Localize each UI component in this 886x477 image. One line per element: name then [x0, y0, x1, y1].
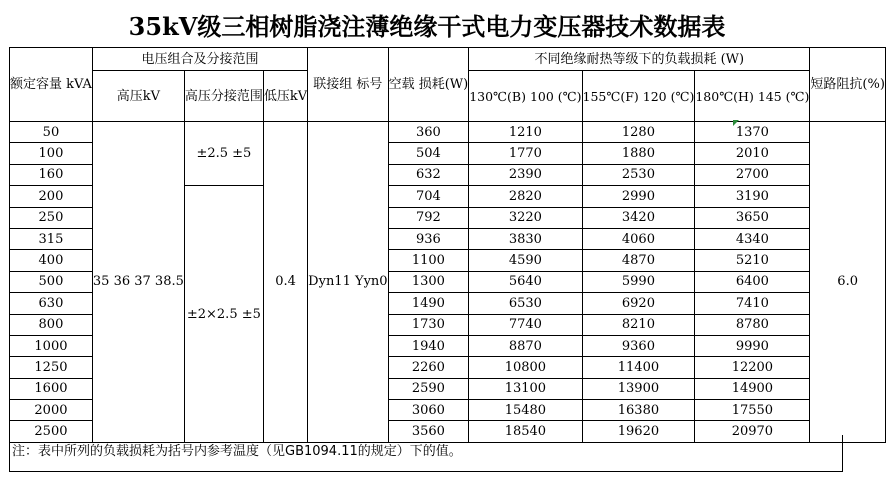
cell-load-loss-b: 4590: [469, 250, 582, 271]
header-tap-range: 高压分接范围: [184, 71, 263, 122]
cell-capacity: 1250: [10, 357, 93, 378]
header-load-loss-group: 不同绝缘耐热等级下的负载损耗 (W): [469, 48, 810, 71]
header-capacity: 额定容量 kVA: [10, 48, 93, 122]
cell-load-loss-f: 1280: [582, 122, 695, 143]
cell-load-loss-h: 7410: [695, 293, 810, 314]
cell-load-loss-f: 2990: [582, 186, 695, 207]
cell-capacity: 1600: [10, 378, 93, 399]
header-no-load-loss: 空载 损耗(W): [388, 48, 469, 122]
header-voltage-group: 电压组合及分接范围: [92, 48, 307, 71]
cell-load-loss-h: 12200: [695, 357, 810, 378]
cell-load-loss-f: 19620: [582, 421, 695, 442]
cell-capacity: 500: [10, 271, 93, 292]
cell-load-loss-f: 16380: [582, 400, 695, 421]
cell-capacity: 160: [10, 164, 93, 185]
cell-load-loss-f: 4870: [582, 250, 695, 271]
cell-load-loss-f: 3420: [582, 207, 695, 228]
header-lv: 低压kV: [263, 71, 307, 122]
cell-no-load-loss: 1490: [388, 293, 469, 314]
header-class-h: 180℃(H) 145 (℃): [695, 71, 810, 122]
cell-load-loss-b: 5640: [469, 271, 582, 292]
cell-capacity: 800: [10, 314, 93, 335]
cell-load-loss-b: 13100: [469, 378, 582, 399]
cell-load-loss-h: 5210: [695, 250, 810, 271]
cell-capacity: 2500: [10, 421, 93, 442]
cell-load-loss-h: 2700: [695, 164, 810, 185]
cell-load-loss-b: 1210: [469, 122, 582, 143]
cell-no-load-loss: 360: [388, 122, 469, 143]
cell-load-loss-b: 3220: [469, 207, 582, 228]
cell-load-loss-f: 4060: [582, 228, 695, 249]
cell-load-loss-b: 15480: [469, 400, 582, 421]
cell-load-loss-b: 10800: [469, 357, 582, 378]
cell-lv: 0.4: [263, 122, 307, 443]
cell-load-loss-h: 3190: [695, 186, 810, 207]
table-row: [10, 122, 886, 143]
cell-no-load-loss: 3560: [388, 421, 469, 442]
cell-load-loss-h: 17550: [695, 400, 810, 421]
cell-load-loss-h: 8780: [695, 314, 810, 335]
cell-load-loss-b: 1770: [469, 143, 582, 164]
cell-capacity: 400: [10, 250, 93, 271]
table-note: 注：表中所列的负载损耗为括号内参考温度（见GB1094.11的规定）下的值。: [12, 444, 462, 459]
cell-no-load-loss: 504: [388, 143, 469, 164]
cell-capacity: 250: [10, 207, 93, 228]
cell-load-loss-h: 14900: [695, 378, 810, 399]
cell-load-loss-h: 3650: [695, 207, 810, 228]
cell-capacity: 100: [10, 143, 93, 164]
cell-load-loss-b: 7740: [469, 314, 582, 335]
cell-no-load-loss: 704: [388, 186, 469, 207]
cell-load-loss-f: 13900: [582, 378, 695, 399]
cell-capacity: 200: [10, 186, 93, 207]
data-table: [9, 47, 886, 443]
cell-no-load-loss: 2260: [388, 357, 469, 378]
cell-load-loss-f: 8210: [582, 314, 695, 335]
cell-no-load-loss: 1940: [388, 335, 469, 356]
cell-no-load-loss: 3060: [388, 400, 469, 421]
cell-comment-marker: [733, 120, 739, 126]
cell-load-loss-h: 2010: [695, 143, 810, 164]
cell-load-loss-f: 5990: [582, 271, 695, 292]
cell-load-loss-h: 1370: [695, 122, 810, 143]
header-class-b: 130℃(B) 100 (℃): [469, 71, 582, 122]
cell-no-load-loss: 1730: [388, 314, 469, 335]
header-class-f: 155℃(F) 120 (℃): [582, 71, 695, 122]
cell-capacity: 2000: [10, 400, 93, 421]
cell-capacity: 630: [10, 293, 93, 314]
cell-no-load-loss: 1300: [388, 271, 469, 292]
cell-capacity: 50: [10, 122, 93, 143]
header-hv: 高压kV: [92, 71, 184, 122]
cell-tap-range: ±2.5 ±5: [184, 122, 263, 186]
cell-load-loss-f: 1880: [582, 143, 695, 164]
cell-impedance: 6.0: [810, 122, 886, 443]
header-impedance: 短路阻抗(%): [810, 48, 886, 122]
cell-hv: 35 36 37 38.5: [92, 122, 184, 443]
cell-load-loss-b: 6530: [469, 293, 582, 314]
cell-tap-range: ±2×2.5 ±5: [184, 186, 263, 443]
cell-load-loss-b: 2820: [469, 186, 582, 207]
cell-load-loss-b: 2390: [469, 164, 582, 185]
cell-no-load-loss: 2590: [388, 378, 469, 399]
cell-no-load-loss: 632: [388, 164, 469, 185]
cell-load-loss-h: 9990: [695, 335, 810, 356]
cell-load-loss-h: 6400: [695, 271, 810, 292]
cell-no-load-loss: 1100: [388, 250, 469, 271]
cell-no-load-loss: 936: [388, 228, 469, 249]
cell-capacity: 1000: [10, 335, 93, 356]
cell-load-loss-f: 11400: [582, 357, 695, 378]
header-connection: 联接组 标号: [308, 48, 388, 122]
cell-load-loss-b: 8870: [469, 335, 582, 356]
cell-load-loss-b: 3830: [469, 228, 582, 249]
cell-load-loss-b: 18540: [469, 421, 582, 442]
cell-load-loss-f: 9360: [582, 335, 695, 356]
cell-capacity: 315: [10, 228, 93, 249]
cell-connection: Dyn11 Yyn0: [308, 122, 388, 443]
cell-load-loss-f: 2530: [582, 164, 695, 185]
cell-no-load-loss: 792: [388, 207, 469, 228]
cell-load-loss-h: 4340: [695, 228, 810, 249]
cell-load-loss-f: 6920: [582, 293, 695, 314]
cell-load-loss-h: 20970: [695, 421, 810, 442]
page-title: 35kV级三相树脂浇注薄绝缘干式电力变压器技术数据表: [128, 12, 726, 41]
